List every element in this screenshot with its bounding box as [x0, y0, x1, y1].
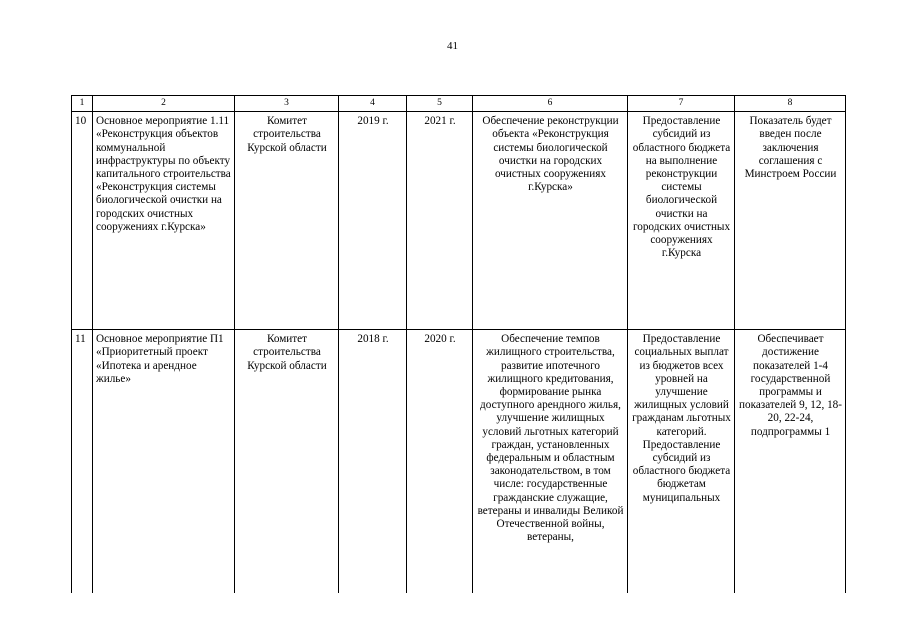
executor-cell: Комитет строительства Курской области — [235, 112, 339, 330]
header-cell: 7 — [628, 96, 735, 112]
header-cell: 2 — [93, 96, 235, 112]
activity-cell: Основное мероприятие П1 «Приоритетный проект «Ипотека и арендное жилье» — [93, 330, 235, 594]
executor-cell: Комитет строительства Курской области — [235, 330, 339, 594]
start-year-cell: 2018 г. — [339, 330, 407, 594]
content-cell: Предоставление субсидий из областного бюджета на выполнение реконструкции системы биологической очистки на городских очистных сооружениях г.Курска — [628, 112, 735, 330]
header-cell: 4 — [339, 96, 407, 112]
start-year-cell: 2019 г. — [339, 112, 407, 330]
table-row — [72, 112, 846, 330]
table-header-row — [72, 96, 846, 112]
header-cell: 6 — [473, 96, 628, 112]
result-cell: Обеспечение реконструкции объекта «Реконструкция системы биологической очистки на городских очистных сооружениях г.Курска» — [473, 112, 628, 330]
indicator-link-cell: Показатель будет введен после заключения соглашения с Минстроем России — [735, 112, 846, 330]
result-cell: Обеспечение темпов жилищного строительства, развитие ипотечного жилищного кредитования, формирование рынка доступного арендного жилья, улучшение жилищных условий льготных категорий граждан, установленных федеральным и областным законодательством, в том числе: государственные гражданские служащие, ветераны и инвалиды Великой Отечественной войны, ветераны, — [473, 330, 628, 594]
activity-cell: Основное мероприятие 1.11 «Реконструкция объектов коммунальной инфраструктуры по объекту капитального строительства «Реконструкция системы биологической очистки на городских очистных сооружениях г.Курска» — [93, 112, 235, 330]
end-year-cell: 2021 г. — [407, 112, 473, 330]
row-number: 11 — [72, 330, 93, 594]
indicator-link-cell: Обеспечивает достижение показателей 1-4 государственной программы и показателей 9, 12, 18-20, 22-24, подпрограммы 1 — [735, 330, 846, 594]
program-table — [71, 95, 846, 593]
end-year-cell: 2020 г. — [407, 330, 473, 594]
header-cell: 1 — [72, 96, 93, 112]
header-cell: 5 — [407, 96, 473, 112]
content-cell: Предоставление социальных выплат из бюджетов всех уровней на улучшение жилищных условий гражданам льготных категорий. Предоставление субсидий из областного бюджета бюджетам муниципальных — [628, 330, 735, 594]
header-cell: 8 — [735, 96, 846, 112]
page-number: 41 — [447, 40, 458, 52]
row-number: 10 — [72, 112, 93, 330]
header-cell: 3 — [235, 96, 339, 112]
table-row — [72, 330, 846, 594]
